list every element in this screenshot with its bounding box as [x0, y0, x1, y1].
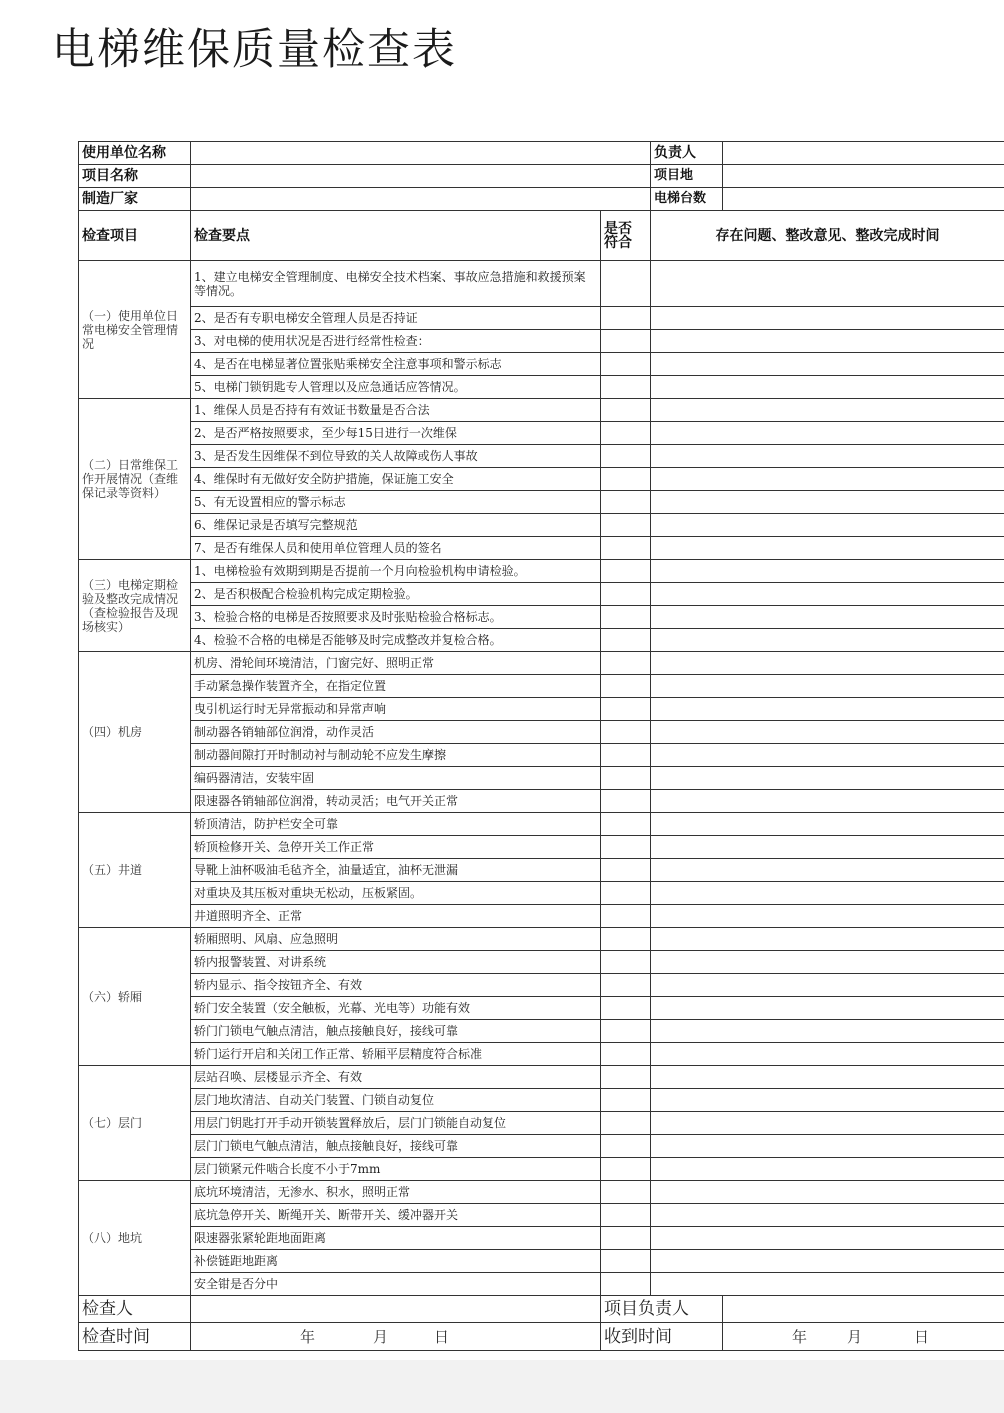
remarks-cell[interactable]	[651, 537, 1004, 560]
conform-cell[interactable]	[601, 1204, 651, 1227]
check-point: 5、有无设置相应的警示标志	[191, 491, 601, 514]
project-name-label: 项目名称	[79, 165, 191, 188]
remarks-cell[interactable]	[651, 1204, 1004, 1227]
conform-cell[interactable]	[601, 422, 651, 445]
remarks-cell[interactable]	[651, 330, 1004, 353]
check-point: 4、维保时有无做好安全防护措施，保证施工安全	[191, 468, 601, 491]
check-point: 2、是否严格按照要求，至少每15日进行一次维保	[191, 422, 601, 445]
check-point: 井道照明齐全、正常	[191, 905, 601, 928]
remarks-cell[interactable]	[651, 1158, 1004, 1181]
check-point: 曳引机运行时无异常振动和异常声响	[191, 698, 601, 721]
table-row	[79, 445, 1004, 468]
table-row	[79, 859, 1004, 882]
check-point: 底坑环境清洁，无渗水、积水，照明正常	[191, 1181, 601, 1204]
received-date-field[interactable]	[723, 1323, 1004, 1351]
conform-cell[interactable]	[601, 790, 651, 813]
remarks-cell[interactable]	[651, 376, 1004, 399]
conform-cell[interactable]	[601, 744, 651, 767]
check-point: 用层门钥匙打开手动开锁装置释放后，层门门锁能自动复位	[191, 1112, 601, 1135]
conform-cell[interactable]	[601, 698, 651, 721]
conform-cell[interactable]	[601, 859, 651, 882]
inspect-date-field[interactable]	[191, 1323, 601, 1351]
remarks-cell[interactable]	[651, 1135, 1004, 1158]
check-point: 3、是否发生因维保不到位导致的关人故障或伤人事故	[191, 445, 601, 468]
inspector-label: 检查人	[79, 1296, 191, 1323]
check-point: 机房、滑轮间环境清洁，门窗完好、照明正常	[191, 652, 601, 675]
conform-cell[interactable]	[601, 1181, 651, 1204]
section-label: （七）层门	[79, 1066, 191, 1181]
received-time-label: 收到时间	[601, 1323, 723, 1351]
check-point: 制动器各销轴部位润滑，动作灵活	[191, 721, 601, 744]
table-row	[79, 997, 1004, 1020]
conform-cell[interactable]	[601, 1089, 651, 1112]
check-point: 补偿链距地距离	[191, 1250, 601, 1273]
check-point: 底坑急停开关、断绳开关、断带开关、缓冲器开关	[191, 1204, 601, 1227]
owner-label: 负责人	[651, 142, 723, 165]
remarks-cell[interactable]	[651, 997, 1004, 1020]
conform-cell[interactable]	[601, 537, 651, 560]
section-label: （六）轿厢	[79, 928, 191, 1066]
remarks-cell[interactable]	[651, 629, 1004, 652]
remarks-cell[interactable]	[651, 744, 1004, 767]
table-row	[79, 905, 1004, 928]
remarks-cell[interactable]	[651, 1043, 1004, 1066]
conform-cell[interactable]	[601, 491, 651, 514]
conform-cell[interactable]	[601, 1043, 651, 1066]
check-point: 轿顶检修开关、急停开关工作正常	[191, 836, 601, 859]
table-row	[79, 836, 1004, 859]
inspect-month-label: 月	[373, 1327, 389, 1346]
conform-cell[interactable]	[601, 652, 651, 675]
check-point: 导靴上油杯吸油毛毡齐全，油量适宜，油杯无泄漏	[191, 859, 601, 882]
conform-cell[interactable]	[601, 767, 651, 790]
conform-cell[interactable]	[601, 1250, 651, 1273]
remarks-cell[interactable]	[651, 859, 1004, 882]
check-point: 1、维保人员是否持有有效证书数量是否合法	[191, 399, 601, 422]
conform-cell[interactable]	[601, 675, 651, 698]
remarks-cell[interactable]	[651, 1112, 1004, 1135]
remarks-cell[interactable]	[651, 1273, 1004, 1296]
conform-cell[interactable]	[601, 813, 651, 836]
remarks-cell[interactable]	[651, 951, 1004, 974]
manufacturer-label: 制造厂家	[79, 188, 191, 211]
conform-cell[interactable]	[601, 307, 651, 330]
check-point: 5、电梯门锁钥匙专人管理以及应急通话应答情况。	[191, 376, 601, 399]
section-label: （二）日常维保工作开展情况（查维保记录等资料）	[79, 399, 191, 560]
remarks-cell[interactable]	[651, 1020, 1004, 1043]
conform-line-1: 是否	[604, 220, 632, 237]
remarks-cell[interactable]	[651, 652, 1004, 675]
col-header-conform	[601, 211, 651, 261]
conform-cell[interactable]	[601, 1112, 651, 1135]
conform-cell[interactable]	[601, 1066, 651, 1089]
conform-cell[interactable]	[601, 583, 651, 606]
check-point: 制动器间隙打开时制动衬与制动轮不应发生摩擦	[191, 744, 601, 767]
table-row	[79, 514, 1004, 537]
project-owner-label: 项目负责人	[601, 1296, 723, 1323]
remarks-cell[interactable]	[651, 399, 1004, 422]
conform-line-2: 符合	[604, 234, 632, 251]
table-row	[79, 1089, 1004, 1112]
remarks-cell[interactable]	[651, 445, 1004, 468]
remarks-cell[interactable]	[651, 675, 1004, 698]
project-owner-field[interactable]	[723, 1296, 1004, 1323]
table-row	[79, 560, 1004, 583]
table-row	[79, 951, 1004, 974]
table-row	[79, 974, 1004, 997]
conform-cell[interactable]	[601, 1273, 651, 1296]
table-row	[79, 744, 1004, 767]
table-row	[79, 1250, 1004, 1273]
table-row	[79, 1204, 1004, 1227]
check-point: 手动紧急操作装置齐全，在指定位置	[191, 675, 601, 698]
manufacturer-field[interactable]	[191, 188, 651, 211]
remarks-cell[interactable]	[651, 1066, 1004, 1089]
table-row	[79, 491, 1004, 514]
remarks-cell[interactable]	[651, 836, 1004, 859]
check-point: 轿门安全装置（安全触板，光幕、光电等）功能有效	[191, 997, 601, 1020]
table-row	[79, 652, 1004, 675]
remarks-cell[interactable]	[651, 491, 1004, 514]
section-label: （一）使用单位日常电梯安全管理情况	[79, 261, 191, 399]
check-point: 限速器张紧轮距地面距离	[191, 1227, 601, 1250]
table-row	[79, 813, 1004, 836]
conform-cell[interactable]	[601, 468, 651, 491]
table-row	[79, 721, 1004, 744]
inspect-day-label: 日	[434, 1327, 450, 1346]
table-row	[79, 353, 1004, 376]
check-point: 4、检验不合格的电梯是否能够及时完成整改并复检合格。	[191, 629, 601, 652]
table-row	[79, 928, 1004, 951]
inspect-year-label: 年	[300, 1327, 316, 1346]
conform-cell[interactable]	[601, 951, 651, 974]
check-point: 轿厢照明、风扇、应急照明	[191, 928, 601, 951]
check-point: 6、维保记录是否填写完整规范	[191, 514, 601, 537]
section-label: （四）机房	[79, 652, 191, 813]
remarks-cell[interactable]	[651, 560, 1004, 583]
check-point: 限速器各销轴部位润滑，转动灵活；电气开关正常	[191, 790, 601, 813]
table-row	[79, 422, 1004, 445]
conform-cell[interactable]	[601, 629, 651, 652]
conform-cell[interactable]	[601, 560, 651, 583]
check-point: 层门锁紧元件啮合长度不小于7mm	[191, 1158, 601, 1181]
project-address-label: 项目地	[651, 165, 723, 188]
table-row	[79, 1020, 1004, 1043]
table-row	[79, 376, 1004, 399]
check-point: 3、对电梯的使用状况是否进行经常性检查：	[191, 330, 601, 353]
table-row	[79, 307, 1004, 330]
remarks-cell[interactable]	[651, 468, 1004, 491]
section-label: （五）井道	[79, 813, 191, 928]
remarks-cell[interactable]	[651, 606, 1004, 629]
check-point: 轿内报警装置、对讲系统	[191, 951, 601, 974]
table-row	[79, 583, 1004, 606]
check-point: 轿门运行开启和关闭工作正常、轿厢平层精度符合标准	[191, 1043, 601, 1066]
table-row	[79, 399, 1004, 422]
conform-cell[interactable]	[601, 1227, 651, 1250]
remarks-cell[interactable]	[651, 583, 1004, 606]
table-row	[79, 537, 1004, 560]
section-label: （三）电梯定期检验及整改完成情况（查检验报告及现场核实）	[79, 560, 191, 652]
table-row	[79, 1066, 1004, 1089]
table-row	[79, 261, 1004, 307]
table-row	[79, 1043, 1004, 1066]
col-header-remarks: 存在问题、整改意见、整改完成时间	[651, 211, 1004, 261]
remarks-cell[interactable]	[651, 905, 1004, 928]
received-day-label: 日	[914, 1327, 930, 1346]
check-point: 轿顶清洁，防护栏安全可靠	[191, 813, 601, 836]
section-label: （八）地坑	[79, 1181, 191, 1296]
inspect-time-label: 检查时间	[79, 1323, 191, 1351]
check-point: 4、是否在电梯显著位置张贴乘梯安全注意事项和警示标志	[191, 353, 601, 376]
table-row	[79, 882, 1004, 905]
check-point: 轿门门锁电气触点清洁，触点接触良好，接线可靠	[191, 1020, 601, 1043]
check-point: 2、是否有专职电梯安全管理人员是否持证	[191, 307, 601, 330]
remarks-cell[interactable]	[651, 422, 1004, 445]
table-row	[79, 1135, 1004, 1158]
check-point: 3、检验合格的电梯是否按照要求及时张贴检验合格标志。	[191, 606, 601, 629]
unit-name-field[interactable]	[191, 142, 651, 165]
received-year-label: 年	[792, 1327, 808, 1346]
check-point: 1、电梯检验有效期到期是否提前一个月向检验机构申请检验。	[191, 560, 601, 583]
table-row	[79, 606, 1004, 629]
inspector-field[interactable]	[191, 1296, 601, 1323]
conform-cell[interactable]	[601, 1020, 651, 1043]
check-point: 编码器清洁，安装牢固	[191, 767, 601, 790]
conform-cell[interactable]	[601, 882, 651, 905]
remarks-cell[interactable]	[651, 790, 1004, 813]
conform-cell[interactable]	[601, 1158, 651, 1181]
remarks-cell[interactable]	[651, 261, 1004, 307]
conform-cell[interactable]	[601, 721, 651, 744]
table-row	[79, 1181, 1004, 1204]
conform-cell[interactable]	[601, 1135, 651, 1158]
conform-cell[interactable]	[601, 353, 651, 376]
check-point: 轿内显示、指令按钮齐全、有效	[191, 974, 601, 997]
check-point: 7、是否有维保人员和使用单位管理人员的签名	[191, 537, 601, 560]
remarks-cell[interactable]	[651, 1227, 1004, 1250]
conform-cell[interactable]	[601, 836, 651, 859]
conform-cell[interactable]	[601, 445, 651, 468]
inspection-form	[78, 141, 1004, 1351]
unit-name-label: 使用单位名称	[79, 142, 191, 165]
remarks-cell[interactable]	[651, 353, 1004, 376]
check-point: 对重块及其压板对重块无松动，压板紧固。	[191, 882, 601, 905]
remarks-cell[interactable]	[651, 767, 1004, 790]
check-point: 层站召唤、层楼显示齐全、有效	[191, 1066, 601, 1089]
col-header-item: 检查项目	[79, 211, 191, 261]
remarks-cell[interactable]	[651, 514, 1004, 537]
check-point: 层门地坎清洁、自动关门装置、门锁自动复位	[191, 1089, 601, 1112]
conform-cell[interactable]	[601, 997, 651, 1020]
conform-cell[interactable]	[601, 974, 651, 997]
table-row	[79, 1227, 1004, 1250]
remarks-cell[interactable]	[651, 974, 1004, 997]
table-row	[79, 767, 1004, 790]
table-row	[79, 1273, 1004, 1296]
table-row	[79, 1158, 1004, 1181]
table-row	[79, 330, 1004, 353]
remarks-cell[interactable]	[651, 882, 1004, 905]
elevator-count-field[interactable]	[723, 188, 1004, 211]
conform-cell[interactable]	[601, 261, 651, 307]
conform-cell[interactable]	[601, 399, 651, 422]
page-title: 电梯维保质量检查表	[52, 25, 457, 75]
remarks-cell[interactable]	[651, 928, 1004, 951]
conform-cell[interactable]	[601, 376, 651, 399]
table-row	[79, 468, 1004, 491]
remarks-cell[interactable]	[651, 1250, 1004, 1273]
bottom-band	[0, 1360, 1004, 1413]
table-row	[79, 1112, 1004, 1135]
conform-cell[interactable]	[601, 330, 651, 353]
table-row	[79, 698, 1004, 721]
conform-cell[interactable]	[601, 606, 651, 629]
check-point: 层门门锁电气触点清洁，触点接触良好，接线可靠	[191, 1135, 601, 1158]
remarks-cell[interactable]	[651, 307, 1004, 330]
project-name-field[interactable]	[191, 165, 651, 188]
elevator-count-label: 电梯台数	[651, 188, 723, 211]
check-point: 1、建立电梯安全管理制度、电梯安全技术档案、事故应急措施和救援预案等情况。	[191, 261, 601, 307]
check-point: 2、是否积极配合检验机构完成定期检验。	[191, 583, 601, 606]
project-address-field[interactable]	[723, 165, 1004, 188]
col-header-points: 检查要点	[191, 211, 601, 261]
owner-field[interactable]	[723, 142, 1004, 165]
check-point: 安全钳是否分中	[191, 1273, 601, 1296]
remarks-cell[interactable]	[651, 1181, 1004, 1204]
table-row	[79, 629, 1004, 652]
table-row	[79, 790, 1004, 813]
remarks-cell[interactable]	[651, 698, 1004, 721]
remarks-cell[interactable]	[651, 1089, 1004, 1112]
table-row	[79, 675, 1004, 698]
conform-cell[interactable]	[601, 905, 651, 928]
remarks-cell[interactable]	[651, 813, 1004, 836]
received-month-label: 月	[847, 1327, 863, 1346]
conform-cell[interactable]	[601, 514, 651, 537]
remarks-cell[interactable]	[651, 721, 1004, 744]
conform-cell[interactable]	[601, 928, 651, 951]
